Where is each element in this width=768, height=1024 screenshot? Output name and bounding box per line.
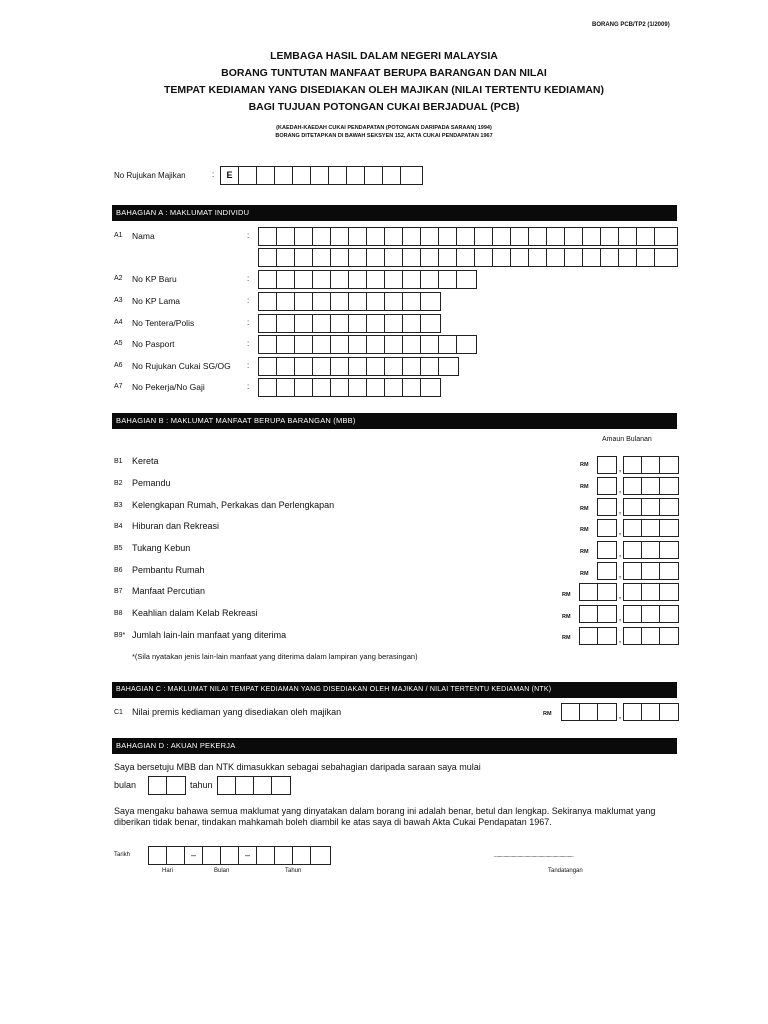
b8-label: Keahlian dalam Kelab Rekreasi bbox=[132, 608, 258, 618]
b9-currency: RM bbox=[562, 635, 571, 641]
b5-amount-field[interactable]: , bbox=[597, 541, 679, 559]
tax-ref-field[interactable] bbox=[258, 357, 459, 376]
b9-label: Jumlah lain-lain manfaat yang diterima bbox=[132, 630, 287, 640]
b3-amount-field[interactable]: , bbox=[597, 498, 679, 516]
b1-code: B1 bbox=[114, 458, 123, 465]
tahun-label: tahun bbox=[190, 780, 213, 790]
section-d-header: BAHAGIAN D : AKUAN PEKERJA bbox=[112, 738, 677, 754]
amount-header: Amaun Bulanan bbox=[602, 436, 652, 443]
b4-code: B4 bbox=[114, 523, 123, 530]
b9-amount-field[interactable]: , bbox=[579, 627, 679, 645]
a3-colon: : bbox=[247, 296, 250, 305]
tarikh-label: Tarikh bbox=[114, 852, 131, 858]
tahun-date-label: Tahun bbox=[285, 868, 302, 874]
b5-label: Tukang Kebun bbox=[132, 543, 191, 553]
b6-label: Pembantu Rumah bbox=[132, 565, 205, 575]
b6-currency: RM bbox=[580, 571, 589, 577]
new-ic-field[interactable] bbox=[258, 270, 477, 289]
a5-colon: : bbox=[247, 339, 250, 348]
a7-label: No Pekerja/No Gaji bbox=[132, 382, 205, 392]
employer-ref-prefix: E bbox=[221, 167, 239, 184]
b5-currency: RM bbox=[580, 549, 589, 555]
b1-amount-field[interactable]: , bbox=[597, 456, 679, 474]
section-b-header: BAHAGIAN B : MAKLUMAT MANFAAT BERUPA BARANGAN (MBB) bbox=[112, 413, 677, 429]
header-sub-2: BORANG DITETAPKAN DI BAWAH SEKSYEN 152, AKTA CUKAI PENDAPATAN 1967 bbox=[275, 133, 493, 139]
a6-label: No Rujukan Cukai SG/OG bbox=[132, 361, 231, 371]
signature-line[interactable]: .................................................................... bbox=[494, 853, 574, 859]
date-field[interactable] bbox=[148, 846, 331, 865]
name-field-line-1[interactable] bbox=[258, 227, 678, 246]
consent-text: Saya bersetuju MBB dan NTK dimasukkan sebagai sebahagian daripada saraan saya mulai bbox=[114, 762, 481, 772]
b6-amount-field[interactable]: , bbox=[597, 562, 679, 580]
b1-currency: RM bbox=[580, 462, 589, 468]
a5-label: No Pasport bbox=[132, 339, 175, 349]
b4-label: Hiburan dan Rekreasi bbox=[132, 521, 220, 531]
section-a-header: BAHAGIAN A : MAKLUMAT INDIVIDU bbox=[112, 205, 677, 221]
b2-amount-field[interactable]: , bbox=[597, 477, 679, 495]
c1-label: Nilai premis kediaman yang disediakan oleh majikan bbox=[132, 707, 342, 717]
b3-code: B3 bbox=[114, 502, 123, 509]
passport-field[interactable] bbox=[258, 335, 477, 354]
employer-ref-label: No Rujukan Majikan bbox=[114, 171, 186, 180]
a3-code: A3 bbox=[114, 297, 123, 304]
header-line-2: BORANG TUNTUTAN MANFAAT BERUPA BARANGAN DAN NILAI bbox=[221, 67, 547, 79]
employee-no-field[interactable] bbox=[258, 378, 441, 397]
c1-code: C1 bbox=[114, 709, 123, 716]
start-year-field[interactable] bbox=[217, 776, 291, 795]
a4-label: No Tentera/Polis bbox=[132, 318, 195, 328]
b5-code: B5 bbox=[114, 545, 123, 552]
a7-code: A7 bbox=[114, 383, 123, 390]
b6-code: B6 bbox=[114, 567, 123, 574]
b2-label: Pemandu bbox=[132, 478, 171, 488]
employer-ref-field[interactable] bbox=[220, 166, 423, 185]
header-sub-1: (KAEDAH-KAEDAH CUKAI PENDAPATAN (POTONGAN DARIPADA SARAAN) 1994) bbox=[276, 125, 492, 131]
b7-label: Manfaat Percutian bbox=[132, 586, 206, 596]
header-line-4: BAGI TUJUAN POTONGAN CUKAI BERJADUAL (PCB) bbox=[248, 101, 520, 113]
form-code: BORANG PCB/TP2 (1/2009) bbox=[592, 22, 670, 28]
b7-amount-field[interactable]: , bbox=[579, 583, 679, 601]
b9-code: B9* bbox=[114, 632, 126, 639]
a2-colon: : bbox=[247, 274, 250, 283]
b3-label: Kelengkapan Rumah, Perkakas dan Perlengkapan bbox=[132, 500, 335, 510]
a1-code: A1 bbox=[114, 232, 123, 239]
a4-code: A4 bbox=[114, 319, 123, 326]
b1-label: Kereta bbox=[132, 456, 159, 466]
old-ic-field[interactable] bbox=[258, 292, 441, 311]
section-c-header: BAHAGIAN C : MAKLUMAT NILAI TEMPAT KEDIAMAN YANG DISEDIAKAN OLEH MAJIKAN / NILAI TERTENTU KEDIAMAN (NTK) bbox=[112, 682, 677, 698]
a2-label: No KP Baru bbox=[132, 274, 177, 284]
c1-currency: RM bbox=[543, 711, 552, 717]
a6-colon: : bbox=[247, 361, 250, 370]
b2-currency: RM bbox=[580, 484, 589, 490]
signature-label: Tandatangan bbox=[548, 868, 583, 874]
declaration-text: Saya mengaku bahawa semua maklumat yang dinyatakan dalam borang ini adalah benar, betul dan lengkap. Sekiranya maklumat yang diberikan tidak benar, tindakan mahkamah boleh diambil ke atas saya di bawah Akta Cukai Pendapatan 1967. bbox=[114, 806, 656, 827]
a6-code: A6 bbox=[114, 362, 123, 369]
a7-colon: : bbox=[247, 382, 250, 391]
b7-code: B7 bbox=[114, 588, 123, 595]
b8-currency: RM bbox=[562, 614, 571, 620]
date-separator-1: – bbox=[185, 847, 203, 864]
employer-ref-colon: : bbox=[212, 170, 215, 179]
a2-code: A2 bbox=[114, 275, 123, 282]
header-line-1: LEMBAGA HASIL DALAM NEGERI MALAYSIA bbox=[270, 50, 498, 62]
b3-currency: RM bbox=[580, 506, 589, 512]
date-separator-2: – bbox=[239, 847, 257, 864]
a5-code: A5 bbox=[114, 340, 123, 347]
b7-currency: RM bbox=[562, 592, 571, 598]
name-field-line-2[interactable] bbox=[258, 248, 678, 267]
start-month-field[interactable] bbox=[148, 776, 186, 795]
b8-amount-field[interactable]: , bbox=[579, 605, 679, 623]
section-b-footnote: *(Sila nyatakan jenis lain-lain manfaat yang diterima dalam lampiran yang berasingan) bbox=[132, 652, 418, 661]
b2-code: B2 bbox=[114, 480, 123, 487]
military-police-field[interactable] bbox=[258, 314, 441, 333]
b8-code: B8 bbox=[114, 610, 123, 617]
a1-colon: : bbox=[247, 231, 250, 240]
a4-colon: : bbox=[247, 318, 250, 327]
bulan-label: bulan bbox=[114, 780, 137, 790]
hari-label: Hari bbox=[162, 868, 174, 874]
b4-currency: RM bbox=[580, 527, 589, 533]
bulan-date-label: Bulan bbox=[214, 868, 230, 874]
c1-amount-field[interactable]: , bbox=[561, 703, 679, 721]
a3-label: No KP Lama bbox=[132, 296, 181, 306]
a1-label: Nama bbox=[132, 231, 155, 241]
b4-amount-field[interactable]: , bbox=[597, 519, 679, 537]
header-line-3: TEMPAT KEDIAMAN YANG DISEDIAKAN OLEH MAJIKAN (NILAI TERTENTU KEDIAMAN) bbox=[163, 84, 605, 96]
